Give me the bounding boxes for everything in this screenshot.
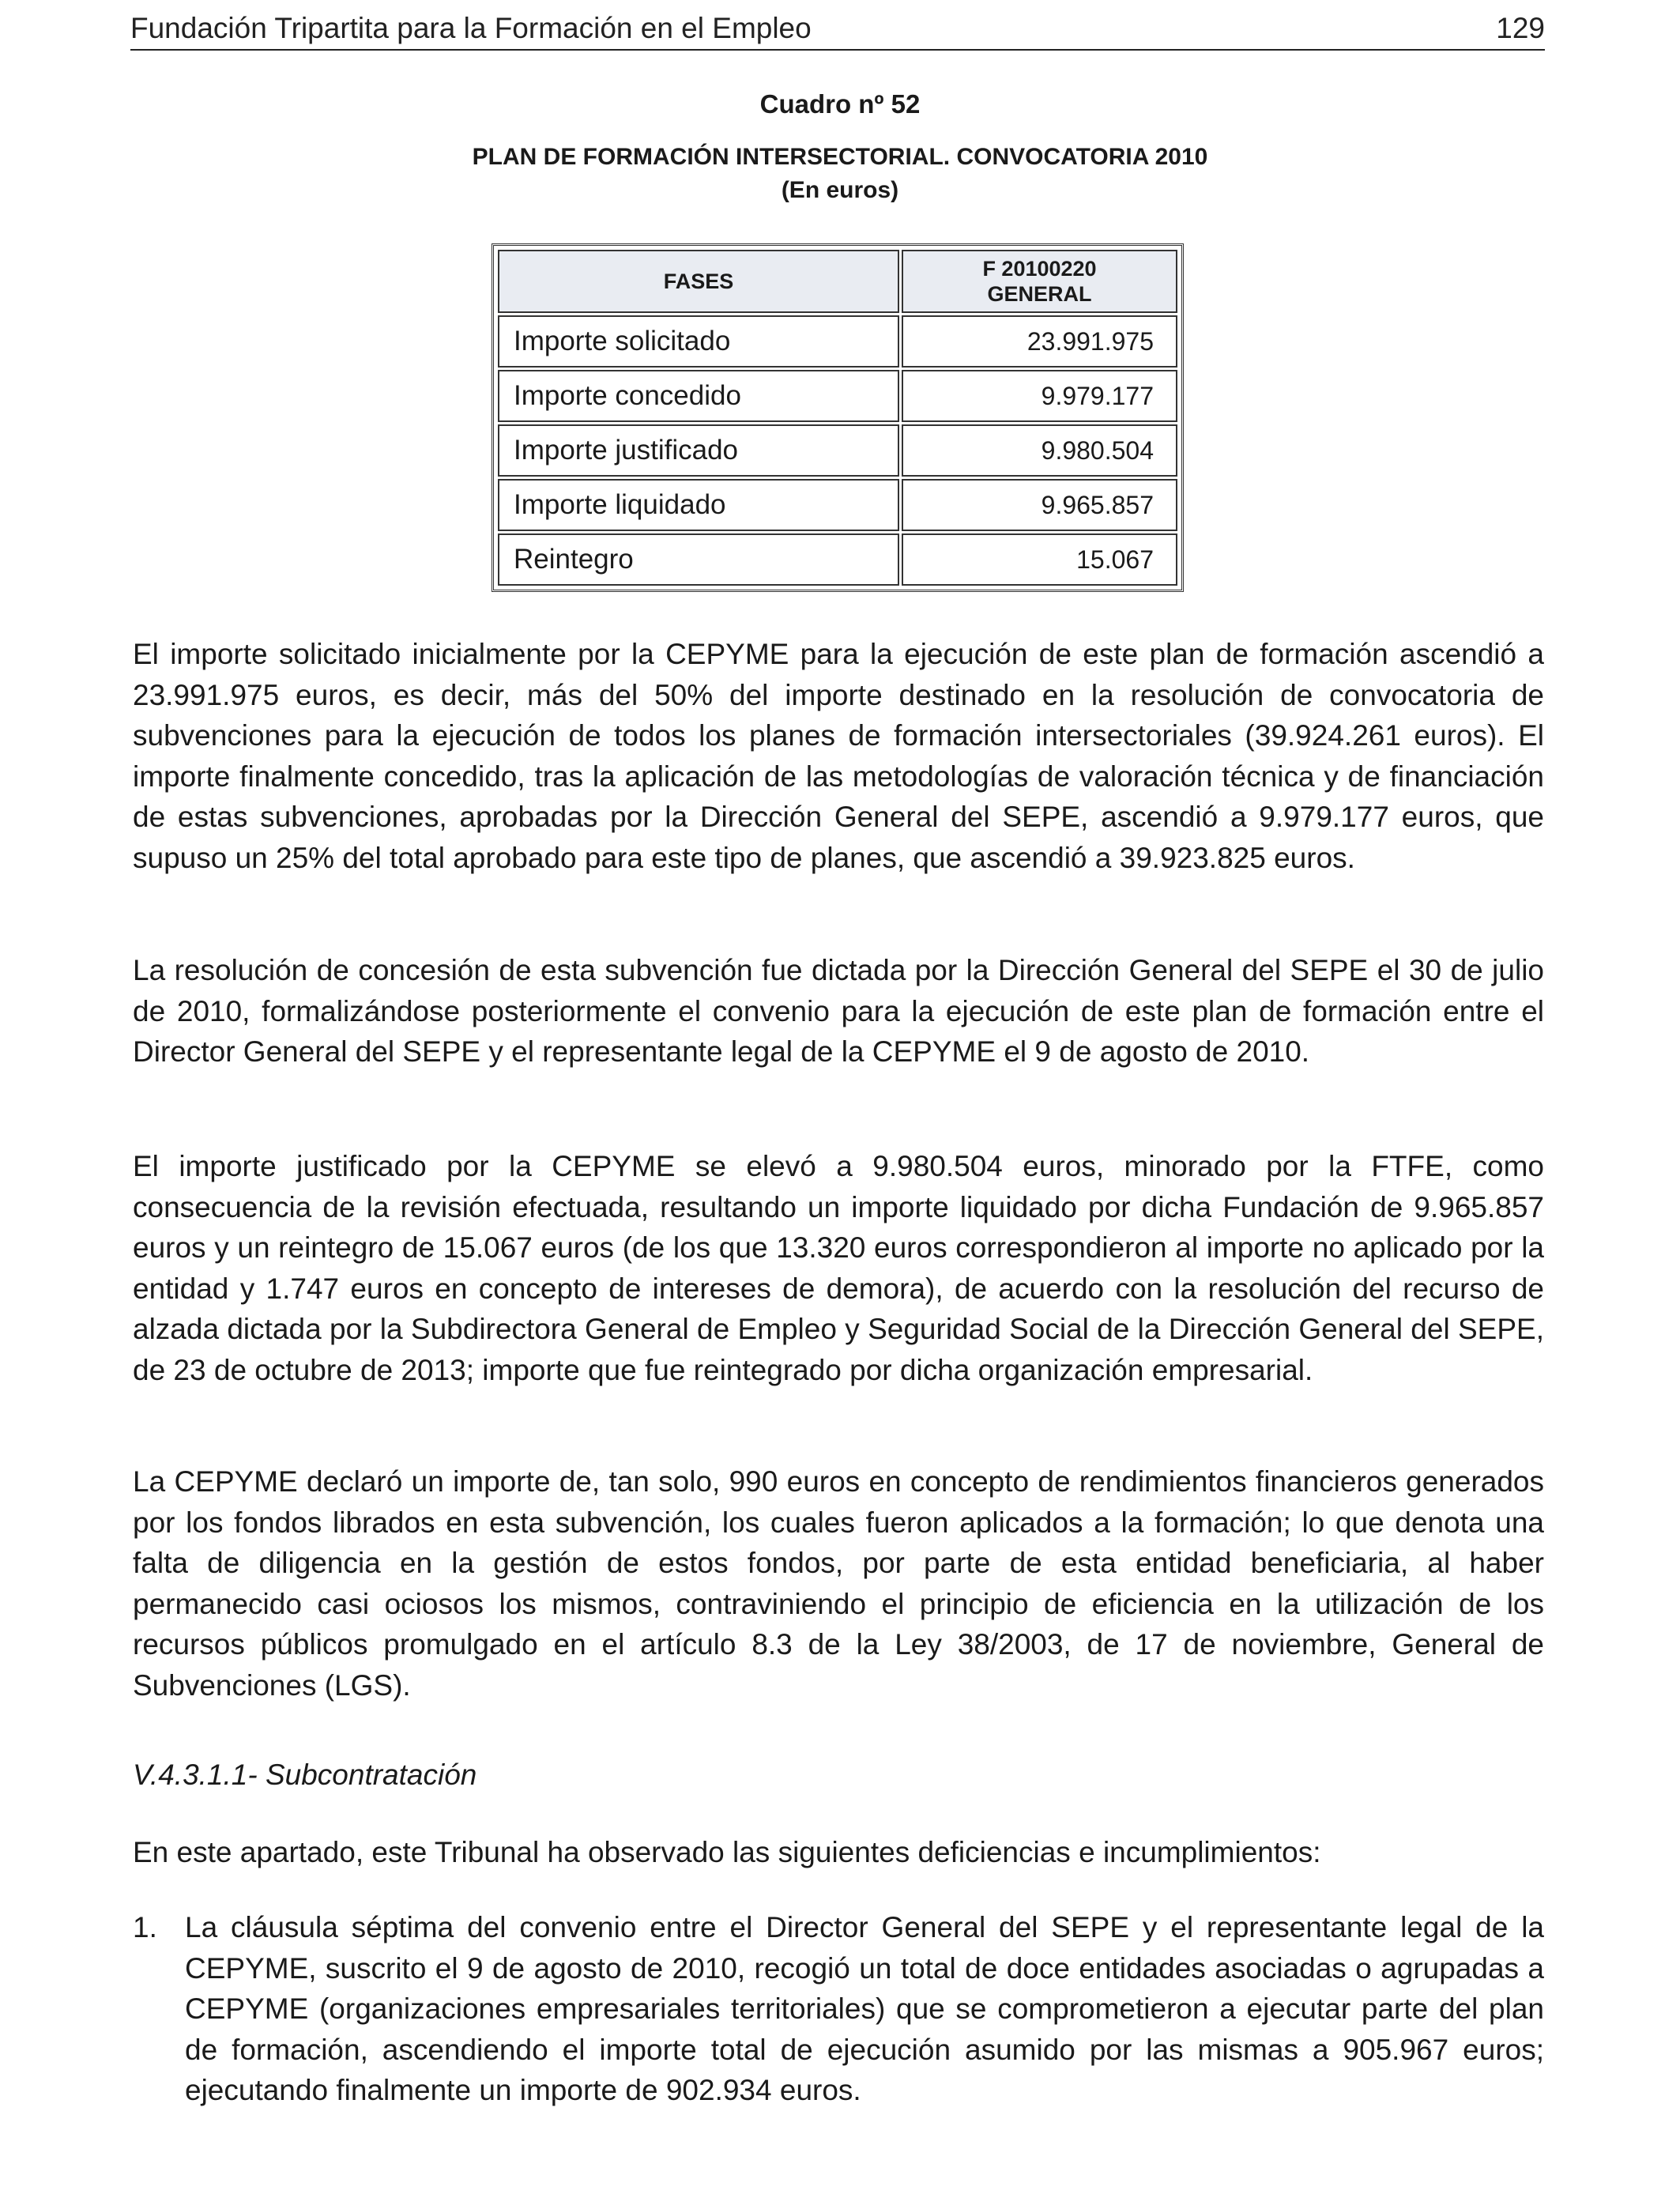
section-heading: V.4.3.1.1- Subcontratación xyxy=(133,1759,477,1791)
table-title: PLAN DE FORMACIÓN INTERSECTORIAL. CONVOCATORIA 2010 xyxy=(472,144,1208,170)
table-header-row xyxy=(498,250,1177,313)
row-value: 9.965.857 xyxy=(902,479,1177,531)
paragraph-5: En este apartado, este Tribunal ha observado las siguientes deficiencias e incumplimientos: xyxy=(133,1836,1321,1868)
paragraph-2: La resolución de concesión de esta subvención fue dictada por la Dirección General del SEPE el 30 de julio de 2010, formalizándose posteriormente el convenio para la ejecución de este plan de formación entre el Director General del SEPE y el representante legal de la CEPYME el 9 de agosto de 2010. xyxy=(133,954,1544,1068)
table-row xyxy=(498,479,1177,531)
table-row xyxy=(498,315,1177,368)
row-label: Importe justificado xyxy=(498,424,899,477)
paragraph-1: El importe solicitado inicialmente por la CEPYME para la ejecución de este plan de formación ascendió a 23.991.975 euros, es decir, más del 50% del importe destinado en la resolución de convocatoria de subvenciones para la ejecución de todos los planes de formación intersectoriales (39.924.261 euros). El importe finalmente concedido, tras la aplicación de las metodologías de valoración técnica y de financiación de estas subvenciones, aprobadas por la Dirección General del SEPE, ascendió a 9.979.177 euros, que supuso un 25% del total aprobado para este tipo de planes, que ascendió a 39.923.825 euros. xyxy=(133,638,1544,874)
header-title: Fundación Tripartita para la Formación en el Empleo xyxy=(130,12,812,44)
table-number: Cuadro nº 52 xyxy=(759,89,921,119)
paragraph-3: El importe justificado por la CEPYME se elevó a 9.980.504 euros, minorado por la FTFE, como consecuencia de la revisión efectuada, resultando un importe liquidado por dicha Fundación de 9.965.857 euros y un reintegro de 15.067 euros (de los que 13.320 euros correspondieron al importe no aplicado por la entidad y 1.747 euros en concepto de intereses de demora), de acuerdo con la resolución del recurso de alzada dictada por la Subdirectora General de Empleo y Seguridad Social de la Dirección General del SEPE, de 23 de octubre de 2013; importe que fue reintegrado por dicha organización empresarial. xyxy=(133,1150,1544,1386)
table-row xyxy=(498,424,1177,477)
row-label: Importe solicitado xyxy=(498,315,899,368)
row-label: Importe concedido xyxy=(498,370,899,422)
header-general-label: GENERAL xyxy=(987,282,1092,306)
table-row xyxy=(498,370,1177,422)
page-number: 129 xyxy=(1496,12,1545,44)
row-label: Reintegro xyxy=(498,533,899,586)
row-value: 9.980.504 xyxy=(902,424,1177,477)
row-value: 9.979.177 xyxy=(902,370,1177,422)
header-general xyxy=(902,250,1177,313)
paragraph-4: La CEPYME declaró un importe de, tan solo, 990 euros en concepto de rendimientos financieros generados por los fondos librados en esta subvención, los cuales fueron aplicados a la formación; lo que denota una falta de diligencia en la gestión de estos fondos, por parte de esta entidad beneficiaria, al haber permanecido casi ociosos los mismos, contraviniendo el principio de eficiencia en la utilización de los recursos públicos promulgado en el artículo 8.3 de la Ley 38/2003, de 17 de noviembre, General de Subvenciones (LGS). xyxy=(133,1465,1544,1702)
header-fases: FASES xyxy=(498,250,899,313)
table-subtitle: (En euros) xyxy=(781,177,899,203)
list-item-text: La cláusula séptima del convenio entre el Director General del SEPE y el representante legal de la CEPYME, suscrito el 9 de agosto de 2010, recogió un total de doce entidades asociadas o agrupadas a CEPYME (organizaciones empresariales territoriales) que se comprometieron a ejecutar parte del plan de formación, ascendiendo el importe total de ejecución asumido por las mismas a 905.967 euros; ejecutando finalmente un importe de 902.934 euros. xyxy=(185,1911,1544,2106)
header-code: F 20100220 xyxy=(982,256,1097,281)
list-item xyxy=(133,1907,1544,2111)
row-value: 23.991.975 xyxy=(902,315,1177,368)
page-header xyxy=(130,8,1545,51)
list-item-number: 1. xyxy=(133,1911,157,1943)
row-label: Importe liquidado xyxy=(498,479,899,531)
table-row xyxy=(498,533,1177,586)
row-value: 15.067 xyxy=(902,533,1177,586)
data-table xyxy=(492,243,1184,592)
